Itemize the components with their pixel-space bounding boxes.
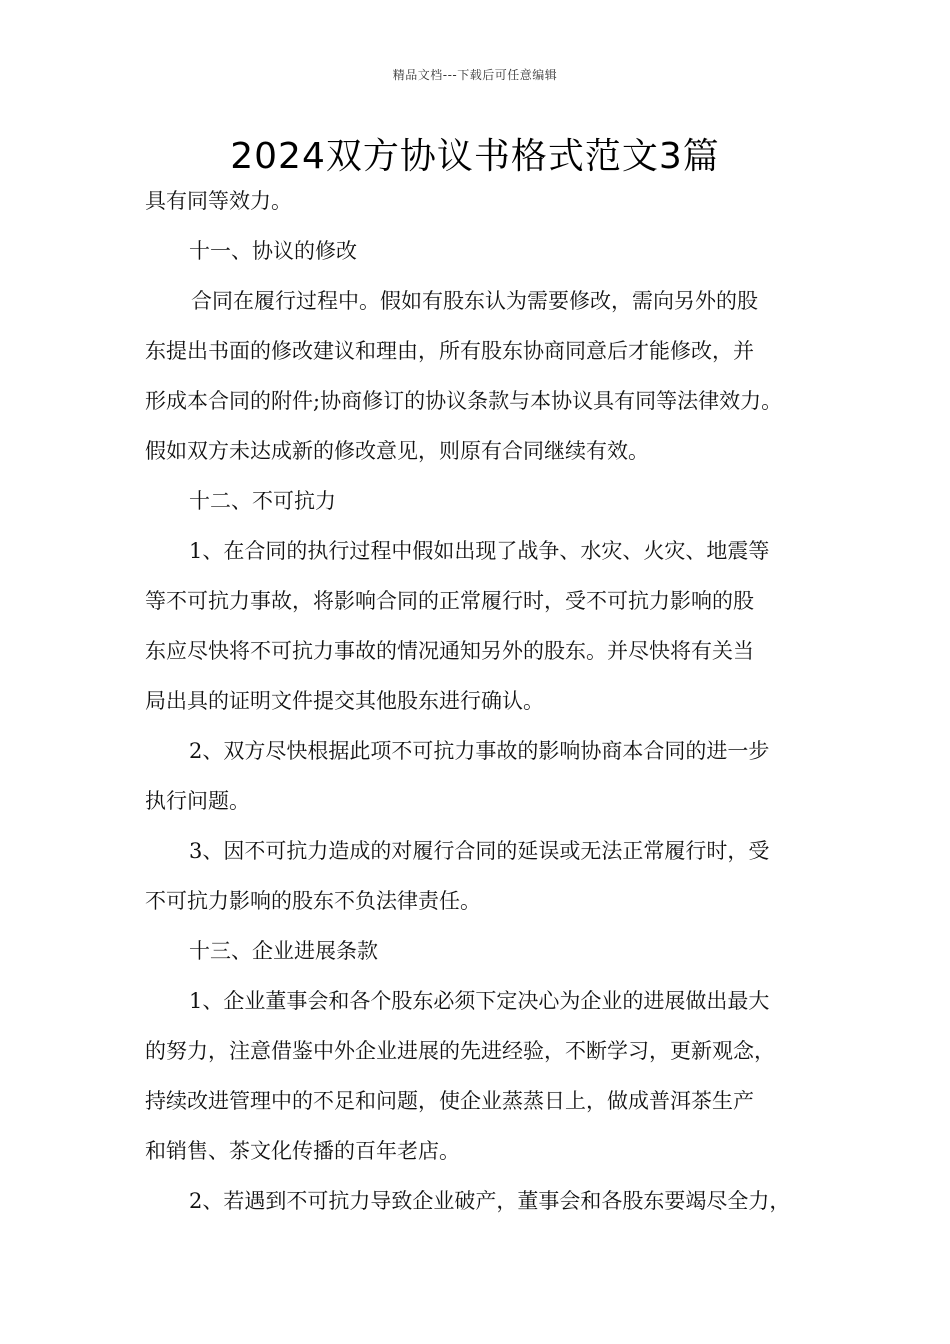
body-line: 合同在履行过程中。假如有股东认为需要修改，需向另外的股 <box>191 289 758 313</box>
body-line: 2、双方尽快根据此项不可抗力事故的影响协商本合同的进一步 <box>189 739 770 763</box>
body-line: 不可抗力影响的股东不负法律责任。 <box>145 889 481 913</box>
section-heading: 十二、不可抗力 <box>189 489 336 513</box>
body-line: 持续改进管理中的不足和问题，使企业蒸蒸日上，做成普洱茶生产 <box>145 1089 754 1113</box>
body-line: 的努力，注意借鉴中外企业进展的先进经验，不断学习，更新观念， <box>145 1039 775 1063</box>
document-title: 2024双方协议书格式范文3篇 <box>230 136 720 177</box>
body-line: 假如双方未达成新的修改意见，则原有合同继续有效。 <box>145 439 649 463</box>
body-line: 等不可抗力事故，将影响合同的正常履行时，受不可抗力影响的股 <box>145 589 754 613</box>
section-heading: 十一、协议的修改 <box>189 239 357 263</box>
body-line: 1、在合同的执行过程中假如出现了战争、水灾、火灾、地震等 <box>189 539 770 563</box>
body-line: 3、因不可抗力造成的对履行合同的延误或无法正常履行时，受 <box>189 839 770 863</box>
body-line: 1、企业董事会和各个股东必须下定决心为企业的进展做出最大 <box>189 989 770 1013</box>
body-line: 2、若遇到不可抗力导致企业破产，董事会和各股东要竭尽全力， <box>189 1189 791 1213</box>
body-line: 局出具的证明文件提交其他股东进行确认。 <box>145 689 544 713</box>
body-line: 东应尽快将不可抗力事故的情况通知另外的股东。并尽快将有关当 <box>145 639 754 663</box>
body-line: 东提出书面的修改建议和理由，所有股东协商同意后才能修改，并 <box>145 339 754 363</box>
body-line: 执行问题。 <box>145 789 250 813</box>
section-heading: 十三、企业进展条款 <box>189 939 378 963</box>
body-line: 形成本合同的附件;协商修订的协议条款与本协议具有同等法律效力。 <box>145 389 783 413</box>
body-line: 和销售、茶文化传播的百年老店。 <box>145 1139 460 1163</box>
body-line: 具有同等效力。 <box>145 189 292 213</box>
document-body <box>145 176 825 1226</box>
page-header-note: 精品文档---下载后可任意编辑 <box>392 68 558 82</box>
